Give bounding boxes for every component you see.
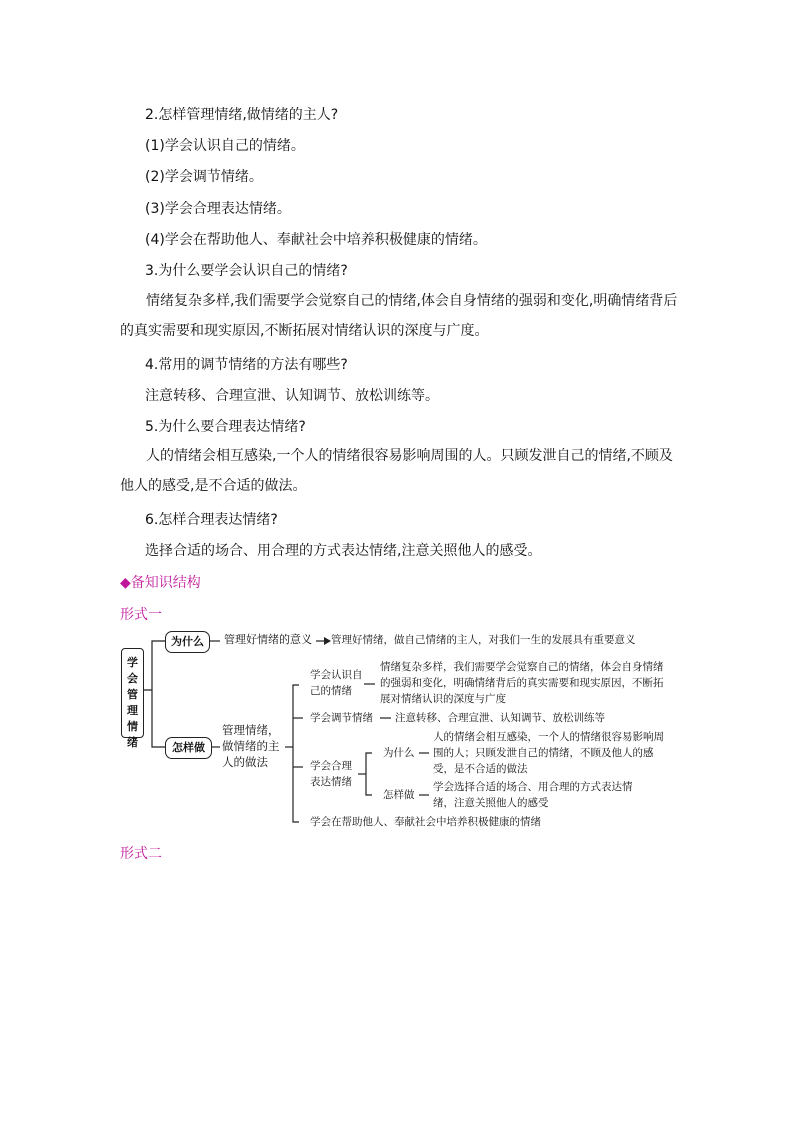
- question-6: 6.怎样合理表达情绪?: [145, 512, 278, 528]
- form-two-title: 形式二: [120, 846, 162, 862]
- question-3: 3.为什么要学会认识自己的情绪?: [145, 263, 348, 279]
- mindmap-branch1-text: 情绪复杂多样，我们需要学会觉察自己的情绪，体会自身情绪的强弱和变化，明确情绪背后的真实需要和现实原因，不断拓展对情绪认识的深度与广度: [380, 661, 664, 705]
- mindmap-branch3-why: 为什么: [383, 747, 415, 759]
- form-one-title: 形式一: [120, 607, 162, 623]
- mindmap-why-text2: 管理好情绪，做自己情绪的主人，对我们一生的发展具有重要意义: [331, 634, 636, 646]
- answer-3: 情绪复杂多样,我们需要学会觉察自己的情绪,体会自身情绪的强弱和变化,明确情绪背后的真实需要和现实原因,不断拓展对情绪认识的深度与广度。: [120, 293, 678, 339]
- mindmap-branch2-text: 注意转移、合理宣泄、认知调节、放松训练等: [395, 712, 605, 724]
- answer-4: 注意转移、合理宣泄、认知调节、放松训练等。: [145, 388, 439, 404]
- mindmap-branch4-label: 学会在帮助他人、奉献社会中培养积极健康的情绪: [310, 816, 541, 828]
- mindmap-why-box-label: 为什么: [171, 635, 204, 648]
- mindmap-branch2-label: 学会调节情绪: [310, 712, 373, 724]
- mindmap-root-box: [121, 648, 144, 749]
- mindmap-branch3-why-text: 人的情绪会相互感染，一个人的情绪很容易影响周围的人；只顾发泄自己的情绪，不顾及他人的感受，是不合适的做法: [433, 731, 664, 775]
- mindmap-branch3-label: 学会合理表达情绪: [310, 760, 352, 788]
- question-2: 2.怎样管理情绪,做情绪的主人?: [145, 107, 339, 123]
- answer-2-item-2: (2)学会调节情绪。: [145, 169, 263, 185]
- answer-6: 选择合适的场合、用合理的方式表达情绪,注意关照他人的感受。: [145, 543, 542, 559]
- mindmap-root-label: 学会管理情绪: [127, 656, 138, 749]
- question-5: 5.为什么要合理表达情绪?: [145, 419, 306, 435]
- mindmap-branch3-how: 怎样做: [383, 789, 415, 801]
- mindmap-branch3-how-text: 学会选择合适的场合、用合理的方式表达情绪，注意关照他人的感受: [433, 781, 633, 809]
- mindmap-branch1-label: 学会认识自己的情绪: [310, 669, 363, 697]
- mindmap-how-box: [165, 737, 212, 759]
- question-4: 4.常用的调节情绪的方法有哪些?: [145, 357, 348, 373]
- answer-2-item-1: (1)学会认识自己的情绪。: [145, 138, 305, 154]
- answer-2-item-4: (4)学会在帮助他人、奉献社会中培养积极健康的情绪。: [145, 232, 487, 248]
- mindmap-why-text1: 管理好情绪的意义: [224, 633, 312, 646]
- mindmap-why-box: [165, 631, 210, 653]
- answer-5: 人的情绪会相互感染,一个人的情绪很容易影响周围的人。只顾发泄自己的情绪,不顾及他人的感受,是不合适的做法。: [120, 448, 673, 494]
- answer-2-item-3: (3)学会合理表达情绪。: [145, 201, 291, 217]
- mindmap-how-box-label: 怎样做: [172, 741, 205, 754]
- mindmap-how-label: 管理情绪，做情绪的主人的做法: [222, 723, 280, 769]
- section-title: ◆备知识结构: [120, 575, 201, 591]
